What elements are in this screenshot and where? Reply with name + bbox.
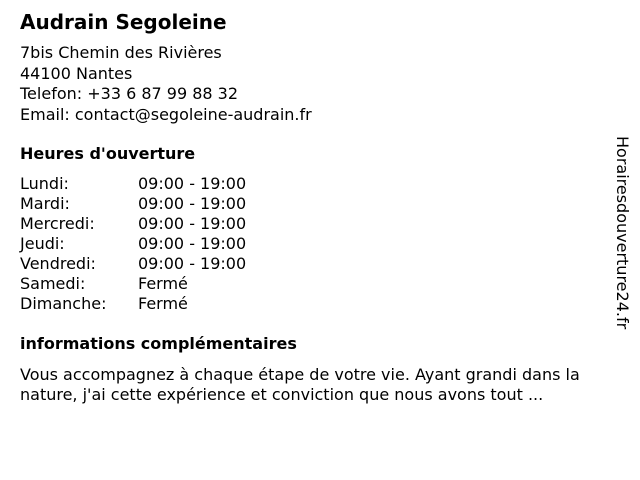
- day-label: Lundi:: [20, 174, 69, 193]
- day-hours: 09:00 - 19:00: [138, 254, 247, 273]
- day-hours: 09:00 - 19:00: [138, 194, 247, 213]
- hours-row-samedi: [20, 274, 246, 294]
- day-label: Mercredi:: [20, 214, 95, 233]
- business-name: Audrain Segoleine: [20, 10, 227, 34]
- site-watermark: Horairesdouverture24.fr: [613, 136, 632, 330]
- additional-info-heading: informations complémentaires: [20, 334, 297, 353]
- hours-row-vendredi: [20, 254, 246, 274]
- day-hours: Fermé: [138, 294, 188, 313]
- additional-info-text: Vous accompagnez à chaque étape de votre vie. Ayant grandi dans la nature, j'ai cette expérience et conviction que nous avons tout ...: [20, 365, 580, 404]
- street-address: 7bis Chemin des Rivières: [20, 43, 222, 62]
- hours-row-dimanche: [20, 294, 246, 314]
- day-label: Mardi:: [20, 194, 70, 213]
- day-hours: 09:00 - 19:00: [138, 214, 247, 233]
- phone-number: Telefon: +33 6 87 99 88 32: [20, 84, 239, 103]
- opening-hours-table: [20, 174, 246, 314]
- hours-row-lundi: [20, 174, 246, 194]
- hours-row-mercredi: [20, 214, 246, 234]
- hours-row-mardi: [20, 194, 246, 214]
- day-label: Samedi:: [20, 274, 86, 293]
- day-hours: 09:00 - 19:00: [138, 234, 247, 253]
- day-label: Jeudi:: [20, 234, 65, 253]
- hours-row-jeudi: [20, 234, 246, 254]
- contact-block: [20, 43, 312, 125]
- city-postcode: 44100 Nantes: [20, 63, 133, 83]
- day-label: Vendredi:: [20, 254, 96, 273]
- day-label: Dimanche:: [20, 294, 107, 313]
- day-hours: Fermé: [138, 274, 188, 293]
- email-address: Email: contact@segoleine-audrain.fr: [20, 104, 312, 124]
- day-hours: 09:00 - 19:00: [138, 174, 247, 193]
- opening-hours-heading: Heures d'ouverture: [20, 144, 196, 163]
